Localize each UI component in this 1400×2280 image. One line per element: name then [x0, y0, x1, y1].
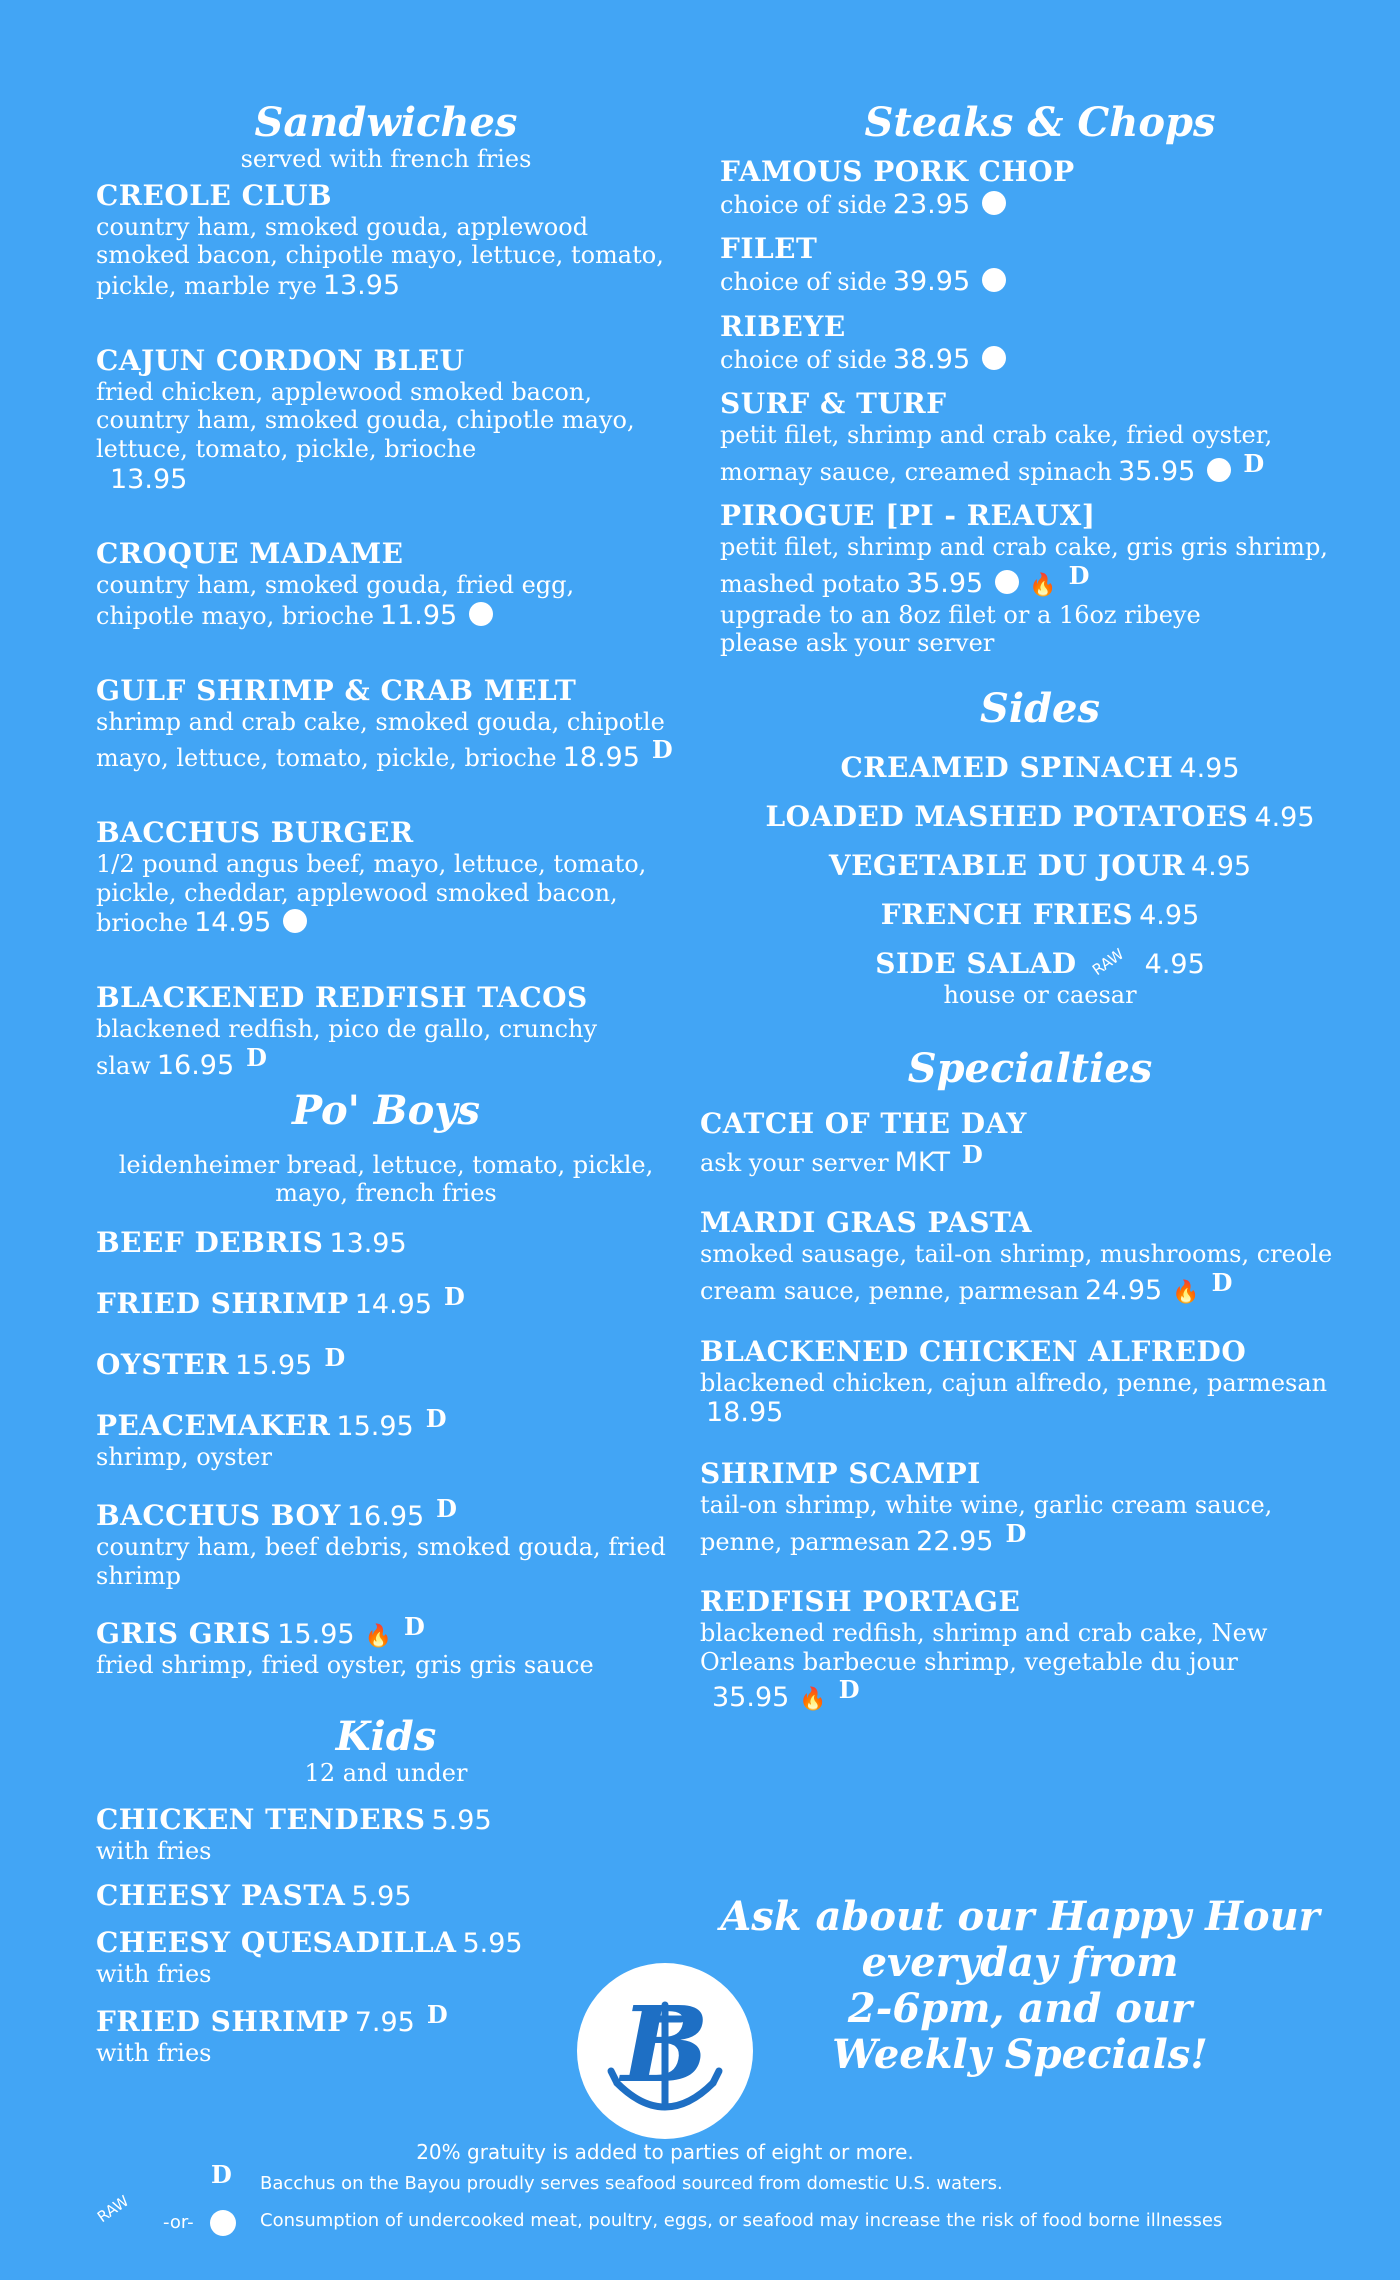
item-name: FRENCH FRIES	[880, 898, 1134, 932]
menu-item	[96, 1404, 676, 1472]
item-desc: 1/2 pound angus beef, mayo, lettuce, tomato, pickle, cheddar, applewood smoked bacon, brioche	[96, 849, 647, 938]
menu-item	[720, 498, 1360, 658]
side-item	[720, 848, 1360, 883]
menu-item	[700, 1334, 1360, 1430]
domestic-d-icon: D	[425, 1404, 447, 1434]
flame-icon: 🔥	[1172, 1280, 1200, 1306]
item-name: FAMOUS PORK CHOP	[720, 155, 1075, 188]
menu-item	[96, 178, 676, 303]
item-name: CAJUN CORDON BLEU	[96, 343, 465, 377]
item-desc: country ham, smoked gouda, fried egg, chipotle mayo, brioche	[96, 571, 575, 631]
item-price: MKT	[894, 1146, 950, 1178]
item-name: FRIED SHRIMP	[96, 1287, 349, 1321]
item-desc: choice of side	[720, 268, 887, 297]
item-price: 5.95	[462, 1927, 523, 1959]
domestic-d-icon: D	[1211, 1268, 1233, 1298]
specialties-section	[700, 1046, 1360, 1715]
item-price: 4.95	[1190, 851, 1252, 883]
happy-hour-promo	[720, 1894, 1320, 2078]
menu-item	[96, 1282, 676, 1321]
domestic-d-icon: D	[324, 1343, 346, 1373]
menu-item	[720, 154, 1360, 221]
item-note: upgrade to an 8oz filet or a 16oz ribeye	[720, 600, 1201, 629]
logo-letter: B	[621, 1983, 709, 2106]
menu-item	[720, 231, 1360, 298]
menu-item	[96, 1612, 676, 1680]
item-price: 5.95	[351, 1880, 412, 1912]
domestic-d-icon: D	[651, 735, 673, 765]
item-price: 18.95	[706, 1397, 784, 1429]
legend-d-icon: D	[211, 2160, 232, 2189]
item-desc: ask your server	[700, 1148, 889, 1177]
item-desc: with fries	[96, 1836, 212, 1865]
item-desc: tail-on shrimp, white wine, garlic cream sauce, penne, parmesan	[700, 1490, 1273, 1556]
item-name: LOADED MASHED POTATOES	[765, 800, 1249, 834]
item-price: 7.95	[354, 2007, 415, 2039]
domestic-d-icon: D	[1068, 561, 1090, 591]
item-price: 13.95	[322, 270, 401, 302]
side-item	[720, 897, 1360, 932]
menu-item	[720, 309, 1360, 376]
item-price: 4.95	[1254, 802, 1315, 834]
flame-icon: 🔥	[364, 1624, 392, 1650]
poboys-section	[96, 1088, 676, 1680]
steaks-section	[720, 100, 1360, 658]
menu-item	[96, 1343, 676, 1382]
sandwiches-section	[96, 100, 676, 1082]
item-price: 16.95	[156, 1049, 235, 1081]
item-price: 14.95	[194, 907, 272, 939]
item-price: 11.95	[379, 600, 458, 632]
flame-icon: 🔥	[799, 1687, 827, 1713]
sandwiches-subtitle: served with french fries	[240, 145, 532, 173]
happy-hour-line: Ask about our Happy Hour	[720, 1893, 1320, 1940]
menu-item	[96, 673, 676, 775]
domestic-d-icon: D	[246, 1042, 267, 1072]
sides-title: Sides	[979, 685, 1101, 733]
item-name: RIBEYE	[720, 309, 846, 343]
item-desc: blackened chicken, cajun alfredo, penne, parmesan	[700, 1368, 1328, 1397]
item-name: CHICKEN TENDERS	[96, 1802, 426, 1836]
item-price: 15.95	[277, 1619, 355, 1651]
happy-hour-line: Weekly Specials!	[832, 2031, 1208, 2078]
item-name: BACCHUS BOY	[96, 1498, 341, 1532]
flame-icon: 🔥	[1029, 573, 1057, 599]
seafood-note: Bacchus on the Bayou proudly serves seafood sourced from domestic U.S. waters.	[260, 2173, 1003, 2194]
item-price: 35.95	[1118, 455, 1196, 487]
item-name: OYSTER	[96, 1348, 230, 1382]
item-desc: fried shrimp, fried oyster, gris gris sauce	[96, 1651, 594, 1680]
item-price: 13.95	[110, 463, 188, 495]
menu-item	[700, 1205, 1360, 1307]
item-desc: with fries	[96, 2039, 212, 2068]
sides-section	[720, 686, 1360, 1010]
side-item	[720, 946, 1360, 1010]
domestic-d-icon: D	[444, 1282, 465, 1312]
domestic-d-icon: D	[426, 2000, 448, 2030]
item-desc: blackened redfish, pico de gallo, crunchy slaw	[96, 1014, 598, 1080]
item-price: 35.95	[712, 1682, 790, 1714]
item-desc: choice of side	[720, 345, 887, 374]
side-item	[720, 750, 1360, 785]
menu-item	[700, 1456, 1360, 1558]
item-desc: shrimp, oyster	[96, 1443, 272, 1472]
item-price: 14.95	[354, 1289, 433, 1321]
item-note: please ask your server	[720, 629, 995, 658]
happy-hour-line: everyday from	[861, 1939, 1179, 1986]
item-price: 38.95	[892, 343, 971, 375]
domestic-d-icon: D	[1243, 448, 1265, 478]
item-price: 22.95	[916, 1525, 994, 1557]
sandwiches-title: Sandwiches	[254, 99, 518, 146]
item-name: CATCH OF THE DAY	[700, 1106, 1027, 1140]
poboys-title: Po' Boys	[291, 1086, 481, 1134]
item-desc: shrimp and crab cake, smoked gouda, chipotle mayo, lettuce, tomato, pickle, brioche	[96, 707, 665, 773]
item-price: 35.95	[905, 568, 984, 600]
item-price: 24.95	[1084, 1275, 1163, 1307]
menu-item	[96, 815, 676, 940]
menu-item	[96, 1802, 676, 1866]
item-desc: blackened redfish, shrimp and crab cake, New Orleans barbecue shrimp, vegetable du jour	[700, 1618, 1268, 1676]
item-name: CROQUE MADAME	[96, 537, 404, 571]
domestic-d-icon: D	[962, 1139, 983, 1169]
item-name: BACCHUS BURGER	[96, 815, 414, 849]
item-name: BEEF DEBRIS	[96, 1226, 324, 1260]
item-name: GULF SHRIMP & CRAB MELT	[96, 673, 577, 707]
undercooked-dot-icon	[995, 570, 1019, 594]
specialties-title: Specialties	[907, 1044, 1153, 1092]
item-name: CREOLE CLUB	[96, 178, 333, 212]
item-price: 4.95	[1139, 900, 1200, 932]
menu-item	[96, 1225, 676, 1260]
bacchus-logo	[577, 1963, 753, 2139]
item-desc: choice of side	[720, 191, 887, 219]
item-price: 16.95	[346, 1500, 425, 1532]
item-name: CREAMED SPINACH	[840, 751, 1174, 785]
item-name: SHRIMP SCAMPI	[700, 1456, 981, 1490]
item-price: 4.95	[1144, 949, 1205, 981]
domestic-d-icon: D	[403, 1612, 425, 1642]
item-price: 23.95	[892, 189, 971, 220]
legend-dot-icon	[210, 2210, 236, 2236]
item-name: MARDI GRAS PASTA	[700, 1206, 1032, 1240]
domestic-d-icon: D	[838, 1675, 860, 1705]
item-name: VEGETABLE DU JOUR	[828, 849, 1185, 883]
menu-item	[96, 980, 676, 1082]
menu-item	[700, 1584, 1360, 1715]
domestic-d-icon: D	[436, 1493, 457, 1523]
item-name: CHEESY PASTA	[96, 1878, 346, 1912]
item-price: 18.95	[562, 742, 640, 774]
item-desc: petit filet, shrimp and crab cake, fried oyster, mornay sauce, creamed spinach	[720, 421, 1273, 486]
item-name: SURF & TURF	[720, 387, 947, 421]
footer	[0, 2140, 1400, 2280]
raw-icon: RAW	[1088, 944, 1127, 980]
right-column	[700, 99, 1360, 1715]
menu-item	[720, 386, 1360, 488]
item-name: FRIED SHRIMP	[96, 2005, 349, 2039]
undercooked-dot-icon	[982, 191, 1006, 215]
item-desc: smoked sausage, tail-on shrimp, mushrooms, creole cream sauce, penne, parmesan	[700, 1240, 1333, 1306]
item-desc: petit filet, shrimp and crab cake, gris gris shrimp, mashed potato	[720, 533, 1328, 599]
item-name: FILET	[720, 232, 818, 266]
item-price: 15.95	[336, 1411, 414, 1443]
item-price: 13.95	[329, 1228, 407, 1260]
item-name: BLACKENED REDFISH TACOS	[96, 980, 588, 1014]
item-name: SIDE SALAD	[875, 947, 1077, 981]
kids-subtitle: 12 and under	[304, 1759, 468, 1788]
menu-item	[96, 536, 676, 632]
menu-item	[96, 1878, 676, 1913]
item-name: CHEESY QUESADILLA	[96, 1925, 457, 1959]
undercooked-dot-icon	[283, 909, 307, 933]
item-price: 15.95	[235, 1350, 313, 1382]
item-name: PIROGUE [PI - REAUX]	[720, 499, 1096, 533]
domestic-d-icon: D	[1005, 1518, 1027, 1548]
steaks-title: Steaks & Chops	[864, 99, 1216, 146]
item-name: PEACEMAKER	[96, 1409, 331, 1443]
side-item	[720, 799, 1360, 834]
undercooked-dot-icon	[1207, 458, 1231, 482]
kids-title: Kids	[335, 1713, 437, 1761]
item-desc: country ham, beef debris, smoked gouda, fried shrimp	[96, 1532, 666, 1590]
item-desc: country ham, smoked gouda, applewood smoked bacon, chipotle mayo, lettuce, tomato, pickle, marble rye	[96, 212, 664, 301]
item-price: 39.95	[892, 266, 971, 298]
undercooked-dot-icon	[982, 268, 1006, 292]
poboys-subtitle: leidenheimer bread, lettuce, tomato, pickle, mayo, french fries	[118, 1150, 654, 1207]
item-desc: house or caesar	[943, 981, 1137, 1010]
undercooked-dot-icon	[982, 346, 1006, 370]
item-name: GRIS GRIS	[96, 1617, 272, 1651]
menu-item	[96, 1494, 676, 1591]
gratuity-note: 20% gratuity is added to parties of eight or more.	[416, 2140, 914, 2164]
item-price: 5.95	[431, 1804, 492, 1836]
item-name: BLACKENED CHICKEN ALFREDO	[700, 1334, 1247, 1368]
item-name: REDFISH PORTAGE	[700, 1584, 1021, 1618]
legend-raw-icon: RAW	[93, 2191, 133, 2227]
menu-item	[96, 343, 676, 497]
happy-hour-line: 2-6pm, and our	[847, 1985, 1193, 2032]
left-column	[96, 100, 676, 2068]
menu-item	[700, 1106, 1360, 1179]
item-price: 4.95	[1179, 753, 1240, 785]
undercooked-dot-icon	[469, 602, 493, 626]
item-desc: fried chicken, applewood smoked bacon, country ham, smoked gouda, chipotle mayo, lettuce, tomato, pickle, brioche	[96, 377, 635, 464]
item-desc: with fries	[96, 1959, 212, 1988]
consumption-note: Consumption of undercooked meat, poultry, eggs, or seafood may increase the risk of food borne illnesses	[260, 2210, 1223, 2231]
legend-or-text: -or-	[163, 2212, 194, 2233]
